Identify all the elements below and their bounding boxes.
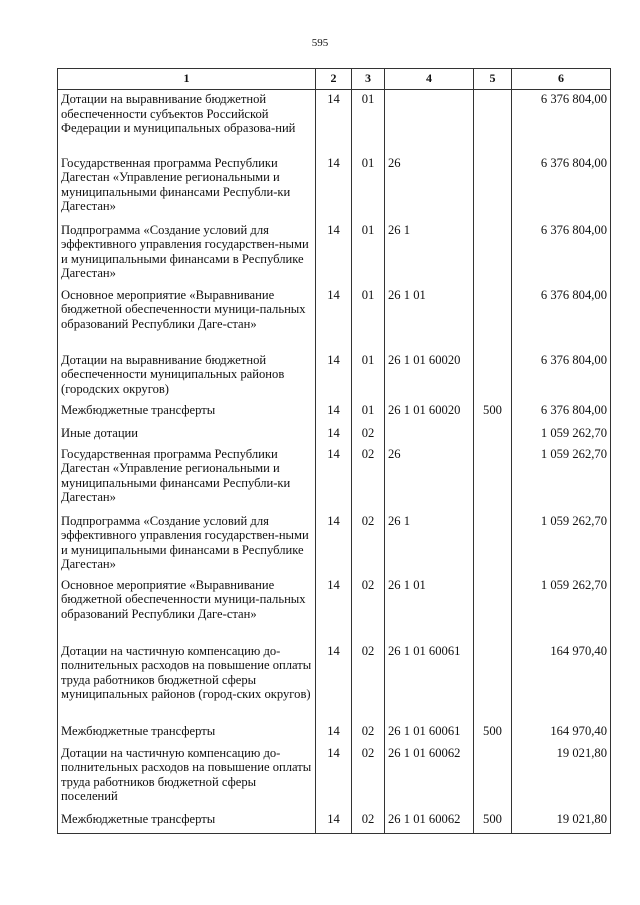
row-name: Иные дотации — [58, 424, 316, 445]
row-subsection: 02 — [352, 424, 385, 445]
row-subsection: 01 — [352, 351, 385, 401]
row-subsection: 02 — [352, 576, 385, 642]
row-expense-type — [474, 744, 512, 810]
row-amount: 1 059 262,70 — [512, 424, 611, 445]
row-expense-type: 500 — [474, 722, 512, 744]
column-header-1: 1 — [58, 69, 316, 90]
row-name: Государственная программа Республики Дагестан «Управление региональными и муниципальными финансами Республи-ки Дагестан» — [58, 445, 316, 512]
column-header-2: 2 — [316, 69, 352, 90]
row-name: Дотации на выравнивание бюджетной обеспеченности муниципальных районов (городских округов) — [58, 351, 316, 401]
row-expense-type — [474, 642, 512, 722]
row-expense-type — [474, 576, 512, 642]
row-expense-type: 500 — [474, 810, 512, 834]
row-amount: 1 059 262,70 — [512, 445, 611, 512]
page-number: 595 — [311, 37, 329, 49]
row-section: 14 — [316, 424, 352, 445]
row-section: 14 — [316, 221, 352, 286]
row-section: 14 — [316, 512, 352, 576]
row-expense-type — [474, 154, 512, 221]
table-row — [58, 576, 611, 642]
row-amount: 6 376 804,00 — [512, 90, 611, 154]
table-row — [58, 424, 611, 445]
row-subsection: 02 — [352, 744, 385, 810]
row-target-code: 26 1 01 60061 — [385, 722, 474, 744]
row-expense-type — [474, 90, 512, 154]
row-amount: 6 376 804,00 — [512, 401, 611, 424]
row-name: Дотации на частичную компенсацию до-полнительных расходов на повышение оплаты труда работников бюджетной сферы муниципальных районов (город-ских округов) — [58, 642, 316, 722]
row-amount: 6 376 804,00 — [512, 154, 611, 221]
row-subsection: 01 — [352, 286, 385, 351]
row-amount: 164 970,40 — [512, 642, 611, 722]
table-row — [58, 512, 611, 576]
row-section: 14 — [316, 90, 352, 154]
table-row — [58, 722, 611, 744]
row-subsection: 02 — [352, 642, 385, 722]
row-expense-type — [474, 445, 512, 512]
row-target-code: 26 1 01 60020 — [385, 351, 474, 401]
row-amount: 6 376 804,00 — [512, 351, 611, 401]
column-header-6: 6 — [512, 69, 611, 90]
row-target-code: 26 1 — [385, 512, 474, 576]
row-section: 14 — [316, 286, 352, 351]
table-body — [58, 90, 611, 834]
column-header-4: 4 — [385, 69, 474, 90]
row-name: Межбюджетные трансферты — [58, 810, 316, 834]
table-header — [58, 69, 611, 90]
row-section: 14 — [316, 722, 352, 744]
row-name: Дотации на выравнивание бюджетной обеспеченности субъектов Российской Федерации и муниципальных образова-ний — [58, 90, 316, 154]
row-subsection: 01 — [352, 154, 385, 221]
row-target-code: 26 1 01 60062 — [385, 744, 474, 810]
row-subsection: 02 — [352, 445, 385, 512]
row-target-code: 26 1 01 60061 — [385, 642, 474, 722]
row-section: 14 — [316, 154, 352, 221]
row-subsection: 01 — [352, 90, 385, 154]
row-subsection: 02 — [352, 810, 385, 834]
row-section: 14 — [316, 401, 352, 424]
row-target-code: 26 1 — [385, 221, 474, 286]
row-name: Подпрограмма «Создание условий для эффективного управления государствен-ными и муниципальными финансами в Республике Дагестан» — [58, 221, 316, 286]
row-target-code: 26 — [385, 154, 474, 221]
row-section: 14 — [316, 445, 352, 512]
row-expense-type — [474, 424, 512, 445]
column-header-3: 3 — [352, 69, 385, 90]
header-row — [58, 69, 611, 90]
row-subsection: 02 — [352, 512, 385, 576]
row-name: Основное мероприятие «Выравнивание бюджетной обеспеченности муници-пальных образований Республики Даге-стан» — [58, 286, 316, 351]
row-target-code: 26 — [385, 445, 474, 512]
table-row — [58, 90, 611, 154]
row-subsection: 01 — [352, 401, 385, 424]
row-name: Государственная программа Республики Дагестан «Управление региональными и муниципальными финансами Республи-ки Дагестан» — [58, 154, 316, 221]
row-target-code: 26 1 01 — [385, 576, 474, 642]
row-amount: 164 970,40 — [512, 722, 611, 744]
row-target-code: 26 1 01 60020 — [385, 401, 474, 424]
row-amount: 6 376 804,00 — [512, 286, 611, 351]
row-amount: 19 021,80 — [512, 744, 611, 810]
row-expense-type — [474, 221, 512, 286]
row-amount: 6 376 804,00 — [512, 221, 611, 286]
table-row — [58, 351, 611, 401]
table-row — [58, 286, 611, 351]
row-name: Дотации на частичную компенсацию до-полнительных расходов на повышение оплаты труда работников бюджетной сферы поселений — [58, 744, 316, 810]
table-row — [58, 221, 611, 286]
row-expense-type — [474, 286, 512, 351]
table-row — [58, 154, 611, 221]
row-name: Основное мероприятие «Выравнивание бюджетной обеспеченности муници-пальных образований Республики Даге-стан» — [58, 576, 316, 642]
row-expense-type — [474, 351, 512, 401]
row-section: 14 — [316, 576, 352, 642]
table-row — [58, 401, 611, 424]
row-target-code: 26 1 01 60062 — [385, 810, 474, 834]
row-target-code: 26 1 01 — [385, 286, 474, 351]
table-row — [58, 642, 611, 722]
budget-table — [57, 68, 611, 834]
row-name: Подпрограмма «Создание условий для эффективного управления государствен-ными и муниципальными финансами в Республике Дагестан» — [58, 512, 316, 576]
row-subsection: 01 — [352, 221, 385, 286]
row-expense-type: 500 — [474, 401, 512, 424]
row-amount: 1 059 262,70 — [512, 512, 611, 576]
column-header-5: 5 — [474, 69, 512, 90]
row-subsection: 02 — [352, 722, 385, 744]
row-expense-type — [474, 512, 512, 576]
row-section: 14 — [316, 744, 352, 810]
row-name: Межбюджетные трансферты — [58, 401, 316, 424]
table-row — [58, 445, 611, 512]
row-target-code — [385, 424, 474, 445]
row-name: Межбюджетные трансферты — [58, 722, 316, 744]
row-section: 14 — [316, 642, 352, 722]
row-amount: 19 021,80 — [512, 810, 611, 834]
table-row — [58, 810, 611, 834]
row-target-code — [385, 90, 474, 154]
row-section: 14 — [316, 351, 352, 401]
row-amount: 1 059 262,70 — [512, 576, 611, 642]
table-row — [58, 744, 611, 810]
row-section: 14 — [316, 810, 352, 834]
